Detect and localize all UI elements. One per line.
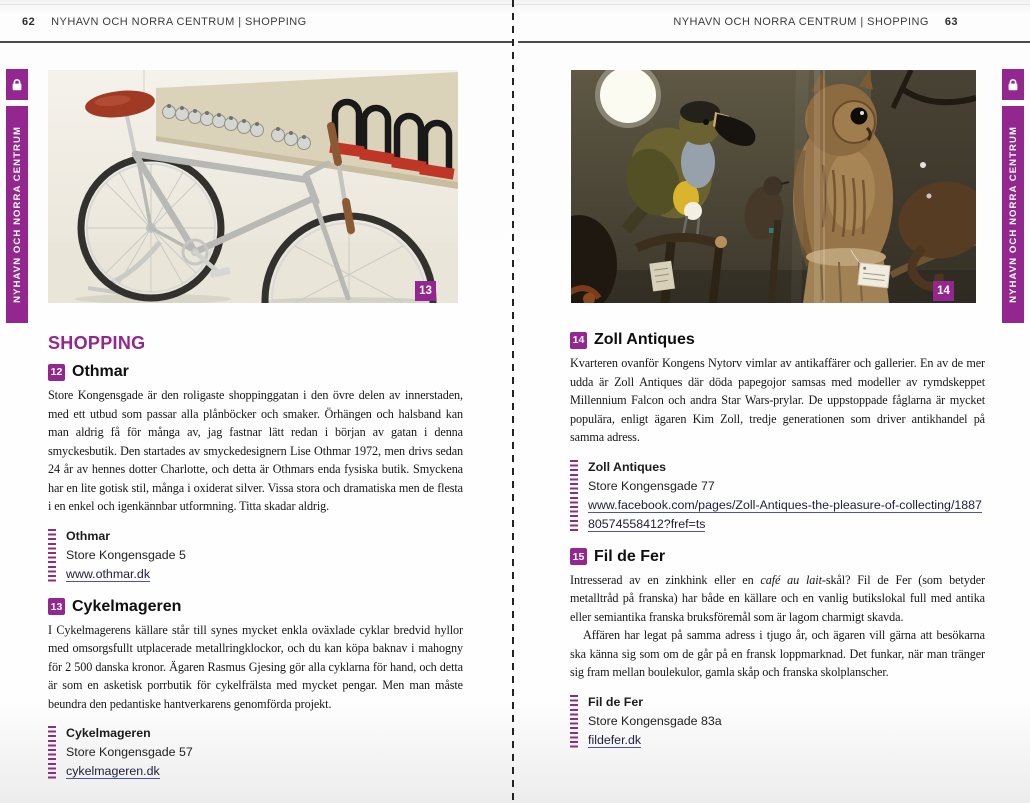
section-sidebar-label: NYHAVN OCH NORRA CENTRUM xyxy=(1007,126,1019,303)
section-sidebar-right xyxy=(1002,106,1024,323)
address-link[interactable]: cykelmageren.dk xyxy=(66,764,160,778)
entry-number-badge: 13 xyxy=(48,598,65,615)
address-link[interactable]: www.othmar.dk xyxy=(66,566,151,581)
entry-heading xyxy=(48,363,463,381)
entry-fil-de-fer xyxy=(570,548,985,750)
entry-zoll-antiques xyxy=(570,331,985,534)
address-street: Store Kongensgade 77 xyxy=(588,478,715,493)
running-header-left xyxy=(22,16,307,28)
address-stripes-icon xyxy=(570,460,578,532)
address-stripes-icon xyxy=(48,529,56,582)
entry-body: Intresserad av en zinkhink eller en café au lait-skål? Fil de Fer (som betyder metalltråd på franska) har både en källare och en vanlig butikslokal full med antika eller semiantika franska bruksföremål som är lagom charmigt skavda. Affären har legat på samma adress i tjugo år, och ägaren vill gärna att besökarna ska känna sig som om de går på en fransk loppmarknad. Det funkar, när man tränger sig fram mellan boulekulor, gamla skåp och franska skolplanscher. xyxy=(570,572,985,679)
address-stripes-icon xyxy=(570,695,578,748)
address-link[interactable]: www.facebook.com/pages/Zoll-Antiques-the-pleasure-of-collecting/188780574558412?fref=ts xyxy=(588,497,982,531)
paper-tag xyxy=(649,261,675,292)
section-sidebar-label: NYHAVN OCH NORRA CENTRUM xyxy=(11,126,23,303)
entry-heading xyxy=(570,548,985,566)
entry-heading xyxy=(48,598,463,616)
left-page-text-column xyxy=(48,333,463,795)
address-block xyxy=(48,724,463,781)
photo-number-badge: 13 xyxy=(415,281,436,301)
header-rule-left xyxy=(0,41,512,43)
photo-bicycle xyxy=(48,70,458,303)
address-block xyxy=(570,458,985,534)
entry-number-badge: 14 xyxy=(570,332,587,349)
photo-number-badge: 14 xyxy=(933,281,954,301)
section-lock-tab-right xyxy=(1002,69,1024,100)
address-street: Store Kongensgade 83a xyxy=(588,713,722,728)
lock-icon xyxy=(1007,78,1019,91)
address-stripes-icon xyxy=(48,726,56,779)
section-lock-tab-left xyxy=(6,69,28,100)
entry-body: I Cykelmagerens källare står till synes mycket enkla oväxlade cyklar bredvid hyllor med omsorgsfullt utplacerade metallringklockor, och du kan köpa baknav i mahogny för 2 500 danska kronor. Ägaren Rasmus Gjesing gör alla cyklarna för hand, och detta är som en asketisk porrbutik för cykelfrälsta med mycket pengar. Men man måste beundra den pedantiske hantverkarens genomförda projekt. xyxy=(48,622,463,711)
entry-number-badge: 15 xyxy=(570,548,587,565)
taxidermy-illustration xyxy=(571,70,976,303)
bicycle-illustration xyxy=(48,70,458,303)
address-name: Zoll Antiques xyxy=(588,459,667,474)
address-block xyxy=(570,693,985,750)
paper-tag xyxy=(858,263,890,288)
entry-number-badge: 12 xyxy=(48,364,65,381)
right-page-text-column xyxy=(570,331,985,764)
entry-body: Kvarteren ovanför Kongens Nytorv vimlar av antikaffärer och gallerier. En av de mer udda är Zoll Antiques där döda papegojor samsas med modeller av rymdskeppet Millennium Falcon och andra Star Wars-prylar. De uppstoppade fåglarna är mycket populära, enligt ägaren Kim Zoll, tredje generationen som driver antikhandel på samma adress. xyxy=(570,356,985,444)
entry-othmar xyxy=(48,363,463,584)
entry-title: Zoll Antiques xyxy=(594,331,695,348)
address-street: Store Kongensgade 57 xyxy=(66,745,193,759)
entry-title: Othmar xyxy=(72,363,129,380)
address-block xyxy=(48,527,463,584)
entry-body: Store Kongensgade är den roligaste shoppinggatan i den övre delen av innerstaden, med ett utbud som passar alla plånböcker och smaker. Örhängen och halsband kan man aldrig få för många av, jag fastnar lätt redan i början av gatan i denna smyckesbutik. Den startades av smyckedesignern Lise Othmar 1972, men drivs sedan 24 år av hennes dotter Charlotte, och detta är Othmars enda fysiska butik. Smyckena har en lite gotisk stil, många i oxiderat silver. Vissa stora och dramatiska men de flesta i en enkel och igenkännbar utformning. Titta skadar aldrig. xyxy=(48,388,463,513)
page-number-right: 63 xyxy=(944,16,958,28)
page-number-left: 62 xyxy=(22,16,36,28)
section-sidebar-left xyxy=(6,106,28,323)
address-name: Othmar xyxy=(66,528,111,543)
running-header-right xyxy=(673,16,958,28)
running-title-left: NYHAVN OCH NORRA CENTRUM | SHOPPING xyxy=(51,16,307,28)
section-title: SHOPPING xyxy=(48,333,146,353)
page-top-edge xyxy=(0,4,1030,5)
entry-title: Cykelmageren xyxy=(72,597,182,615)
entry-heading xyxy=(570,331,985,349)
running-title-right: NYHAVN OCH NORRA CENTRUM | SHOPPING xyxy=(673,16,929,28)
header-rule-right xyxy=(518,41,1030,43)
address-street: Store Kongensgade 5 xyxy=(66,547,186,562)
page-fold-divider xyxy=(512,0,514,803)
lock-icon xyxy=(11,78,23,91)
address-name: Cykelmageren xyxy=(66,726,151,740)
address-link[interactable]: fildefer.dk xyxy=(588,732,642,747)
photo-taxidermy xyxy=(571,70,976,303)
entry-cykelmageren xyxy=(48,598,463,782)
entry-title: Fil de Fer xyxy=(594,547,666,565)
address-name: Fil de Fer xyxy=(588,694,644,709)
